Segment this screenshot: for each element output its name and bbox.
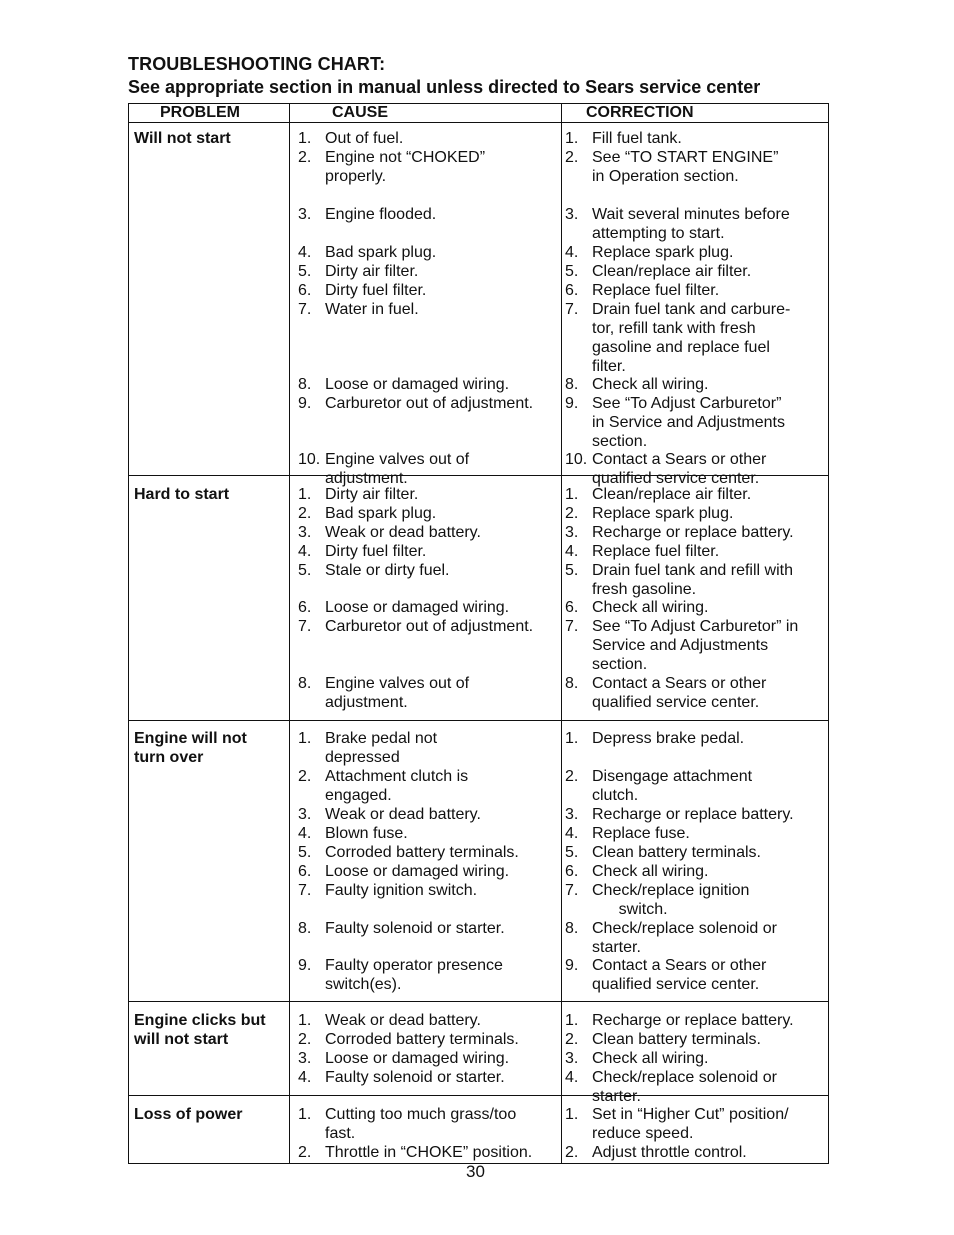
item-number: 3.: [298, 524, 312, 541]
item-text: Fill fuel tank.: [592, 130, 682, 147]
item-number: 7.: [298, 618, 312, 635]
item-number: 8.: [565, 376, 579, 393]
item-text: Drain fuel tank and carbure- tor, refill tank with fresh gasoline and replace fuel filter.: [592, 301, 791, 375]
row-divider: [129, 720, 828, 721]
row-divider: [129, 1001, 828, 1002]
item-text: Water in fuel.: [325, 301, 419, 318]
item-number: 6.: [298, 282, 312, 299]
item-number: 7.: [298, 301, 312, 318]
item-number: 1.: [298, 130, 312, 147]
item-text: Faulty operator presence switch(es).: [325, 957, 503, 993]
item-number: 5.: [565, 562, 579, 579]
item-text: Cutting too much grass/too fast.: [325, 1106, 517, 1142]
item-number: 7.: [565, 301, 579, 318]
item-text: Corroded battery terminals.: [325, 844, 519, 861]
item-text: Check/replace solenoid or starter.: [592, 920, 777, 956]
item-text: See “TO START ENGINE” in Operation section.: [592, 149, 779, 185]
item-text: Weak or dead battery.: [325, 524, 481, 541]
item-number: 5.: [298, 263, 312, 280]
item-text: Carburetor out of adjustment.: [325, 618, 534, 635]
item-number: 6.: [565, 282, 579, 299]
column-header-cause: CAUSE: [332, 104, 389, 121]
item-text: Clean battery terminals.: [592, 844, 761, 861]
item-text: Recharge or replace battery.: [592, 1012, 794, 1029]
item-text: Dirty fuel filter.: [325, 282, 427, 299]
item-number: 3.: [298, 206, 312, 223]
item-text: Check/replace solenoid or starter.: [592, 1069, 777, 1105]
item-text: Loose or damaged wiring.: [325, 376, 510, 393]
item-number: 2.: [565, 505, 579, 522]
item-text: Faulty solenoid or starter.: [325, 920, 505, 937]
item-text: Check all wiring.: [592, 599, 709, 616]
item-text: Corroded battery terminals.: [325, 1031, 519, 1048]
item-number: 4.: [565, 1069, 579, 1086]
item-text: Brake pedal not depressed: [325, 730, 438, 766]
item-text: Clean/replace air filter.: [592, 486, 752, 503]
item-text: See “To Adjust Carburetor” in Service and Adjustments section.: [592, 618, 799, 673]
item-text: Adjust throttle control.: [592, 1144, 747, 1161]
item-number: 10.: [565, 451, 588, 468]
item-number: 9.: [565, 957, 579, 974]
item-text: Weak or dead battery.: [325, 806, 481, 823]
item-text: Clean battery terminals.: [592, 1031, 761, 1048]
item-number: 6.: [298, 863, 312, 880]
item-number: 5.: [565, 263, 579, 280]
item-number: 2.: [565, 149, 579, 166]
item-text: Engine valves out of adjustment.: [325, 451, 470, 487]
item-number: 3.: [565, 524, 579, 541]
item-number: 9.: [298, 957, 312, 974]
item-number: 5.: [298, 562, 312, 579]
item-number: 2.: [565, 1031, 579, 1048]
item-number: 1.: [565, 1106, 579, 1123]
column-divider: [289, 104, 290, 1163]
item-number: 8.: [565, 920, 579, 937]
item-text: Replace spark plug.: [592, 505, 734, 522]
item-text: Faulty ignition switch.: [325, 882, 478, 899]
item-text: Check all wiring.: [592, 1050, 709, 1067]
column-header-correction: CORRECTION: [586, 104, 694, 121]
item-number: 7.: [565, 618, 579, 635]
item-number: 3.: [298, 806, 312, 823]
item-text: Bad spark plug.: [325, 244, 437, 261]
page-number: 30: [466, 1162, 485, 1181]
chart-subtitle: See appropriate section in manual unless directed to Sears service center: [128, 77, 761, 97]
item-text: Loose or damaged wiring.: [325, 599, 510, 616]
item-number: 4.: [298, 543, 312, 560]
item-text: Contact a Sears or other qualified service center.: [592, 957, 767, 993]
item-text: Attachment clutch is engaged.: [325, 768, 469, 804]
column-header-problem: PROBLEM: [160, 104, 240, 121]
item-number: 2.: [298, 1031, 312, 1048]
item-number: 6.: [565, 863, 579, 880]
problem-label: Loss of power: [134, 1106, 243, 1123]
item-number: 4.: [298, 1069, 312, 1086]
troubleshooting-table: [128, 103, 829, 1164]
item-number: 4.: [298, 825, 312, 842]
item-number: 8.: [565, 675, 579, 692]
item-text: Carburetor out of adjustment.: [325, 395, 534, 412]
problem-label: Engine clicks but will not start: [134, 1012, 266, 1048]
item-number: 2.: [565, 1144, 579, 1161]
item-number: 4.: [565, 543, 579, 560]
item-number: 1.: [298, 486, 312, 503]
item-text: Drain fuel tank and refill with fresh gasoline.: [592, 562, 793, 598]
item-number: 4.: [565, 244, 579, 261]
item-text: Loose or damaged wiring.: [325, 863, 510, 880]
item-number: 7.: [565, 882, 579, 899]
item-number: 3.: [565, 206, 579, 223]
item-text: Dirty fuel filter.: [325, 543, 427, 560]
item-number: 5.: [565, 844, 579, 861]
item-text: Recharge or replace battery.: [592, 806, 794, 823]
item-number: 1.: [565, 130, 579, 147]
item-number: 2.: [298, 1144, 312, 1161]
item-number: 2.: [298, 505, 312, 522]
item-text: Wait several minutes before attempting to start.: [592, 206, 790, 242]
item-text: Disengage attachment clutch.: [592, 768, 753, 804]
item-text: Clean/replace air filter.: [592, 263, 752, 280]
item-text: Replace fuel filter.: [592, 543, 720, 560]
item-text: Contact a Sears or other qualified service center.: [592, 675, 767, 711]
item-text: Blown fuse.: [325, 825, 408, 842]
item-number: 2.: [298, 768, 312, 785]
item-number: 9.: [565, 395, 579, 412]
problem-label: Engine will not turn over: [134, 730, 247, 766]
item-text: Replace fuel filter.: [592, 282, 720, 299]
item-number: 8.: [298, 675, 312, 692]
item-text: Replace fuse.: [592, 825, 690, 842]
item-number: 8.: [298, 920, 312, 937]
item-number: 3.: [298, 1050, 312, 1067]
item-text: Recharge or replace battery.: [592, 524, 794, 541]
column-divider: [561, 104, 562, 1163]
item-text: Engine not “CHOKED” properly.: [325, 149, 486, 185]
item-number: 1.: [298, 1106, 312, 1123]
item-text: Contact a Sears or other qualified service center.: [592, 451, 767, 487]
item-number: 10.: [298, 451, 321, 468]
item-text: Throttle in “CHOKE” position.: [325, 1144, 533, 1161]
problem-label: Hard to start: [134, 486, 230, 503]
item-text: Check all wiring.: [592, 863, 709, 880]
item-text: Bad spark plug.: [325, 505, 437, 522]
item-text: Faulty solenoid or starter.: [325, 1069, 505, 1086]
item-text: Depress brake pedal.: [592, 730, 745, 747]
item-number: 8.: [298, 376, 312, 393]
item-text: Replace spark plug.: [592, 244, 734, 261]
header-divider: [129, 122, 828, 123]
item-number: 6.: [298, 599, 312, 616]
item-number: 4.: [565, 825, 579, 842]
item-number: 9.: [298, 395, 312, 412]
item-text: Check/replace ignition switch.: [592, 882, 750, 918]
item-number: 4.: [298, 244, 312, 261]
item-text: Engine flooded.: [325, 206, 437, 223]
problem-label: Will not start: [134, 130, 231, 147]
item-number: 1.: [298, 730, 312, 747]
item-text: Set in “Higher Cut” position/ reduce speed.: [592, 1106, 789, 1142]
chart-title: TROUBLESHOOTING CHART:: [128, 54, 386, 74]
item-text: See “To Adjust Carburetor” in Service and Adjustments section.: [592, 395, 785, 450]
item-text: Loose or damaged wiring.: [325, 1050, 510, 1067]
item-text: Dirty air filter.: [325, 486, 419, 503]
item-number: 3.: [565, 1050, 579, 1067]
item-text: Dirty air filter.: [325, 263, 419, 280]
item-number: 1.: [298, 1012, 312, 1029]
item-number: 6.: [565, 599, 579, 616]
item-number: 7.: [298, 882, 312, 899]
item-text: Weak or dead battery.: [325, 1012, 481, 1029]
item-text: Check all wiring.: [592, 376, 709, 393]
item-number: 1.: [565, 730, 579, 747]
item-number: 5.: [298, 844, 312, 861]
item-number: 2.: [565, 768, 579, 785]
item-text: Out of fuel.: [325, 130, 404, 147]
item-number: 1.: [565, 1012, 579, 1029]
item-number: 3.: [565, 806, 579, 823]
item-number: 1.: [565, 486, 579, 503]
item-number: 2.: [298, 149, 312, 166]
item-text: Stale or dirty fuel.: [325, 562, 450, 579]
item-text: Engine valves out of adjustment.: [325, 675, 470, 711]
